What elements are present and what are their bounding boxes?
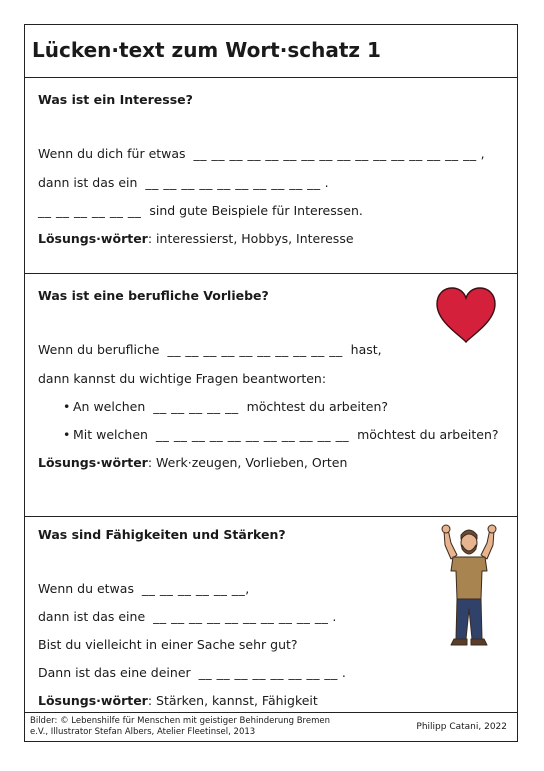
section-heading: Was ist ein Interesse?	[38, 92, 193, 107]
section-heading: Was ist eine berufliche Vorliebe?	[38, 288, 269, 303]
heart-icon	[435, 286, 497, 344]
gap-blank: __ __ __ __ __ __ __ __ __ __	[153, 609, 329, 624]
solution-list: : Stärken, kannst, Fähigkeit	[147, 693, 318, 708]
author-credit: Philipp Catani, 2022	[416, 722, 507, 732]
solution-words	[38, 693, 318, 708]
cloze-line	[38, 581, 249, 596]
cloze-line	[38, 203, 363, 218]
line-text-before: dann ist das eine	[38, 609, 146, 624]
gap-blank: __ __ __ __ __ __ __ __	[198, 665, 338, 680]
section-heading: Was sind Fähigkeiten und Stärken?	[38, 527, 286, 542]
gap-blank: __ __ __ __ __ __	[141, 581, 246, 596]
cloze-line	[38, 146, 485, 161]
solution-label: Lösungs·wörter	[38, 455, 148, 470]
line-text-after: .	[332, 609, 337, 624]
line-text-before: Wenn du dich für etwas	[38, 146, 186, 161]
gap-blank: __ __ __ __ __ __ __ __ __ __	[145, 175, 321, 190]
line-text-before: Wenn du berufliche	[38, 342, 160, 357]
title-row	[25, 25, 517, 78]
cloze-line	[38, 609, 336, 624]
bullet-line	[63, 399, 388, 414]
line-text-after: .	[341, 665, 346, 680]
solution-list: : Werk·zeugen, Vorlieben, Orten	[147, 455, 348, 470]
bullet-line	[63, 427, 499, 442]
solution-words	[38, 455, 347, 470]
line-text-after: möchtest du arbeiten?	[246, 399, 389, 414]
gap-blank: __ __ __ __ __ __ __ __ __ __ __ __ __ __ __ __	[193, 146, 477, 161]
solution-label: Lösungs·wörter	[38, 693, 148, 708]
text-line: dann kannst du wichtige Fragen beantworten:	[38, 371, 327, 386]
line-text-after: hast,	[350, 342, 382, 357]
line-text-after: möchtest du arbeiten?	[357, 427, 499, 442]
line-text-after: .	[324, 175, 329, 190]
gap-blank: __ __ __ __ __	[153, 399, 239, 414]
line-text-after: ,	[245, 581, 250, 596]
worksheet	[24, 24, 518, 742]
line-text-before: dann ist das ein	[38, 175, 138, 190]
gap-blank: __ __ __ __ __ __ __ __ __ __ __	[155, 427, 350, 442]
section-vorliebe	[25, 274, 517, 517]
text-line: Bist du vielleicht in einer Sache sehr gut?	[38, 637, 298, 652]
section-interesse	[25, 78, 517, 274]
gap-blank: __ __ __ __ __ __ __ __ __ __	[167, 342, 343, 357]
solution-label: Lösungs·wörter	[38, 231, 148, 246]
cloze-line	[38, 665, 346, 680]
line-text-after: sind gute Beispiele für Interessen.	[149, 203, 363, 218]
page-title: Lücken·text zum Wort·schatz 1	[32, 38, 381, 62]
bullet-icon: •	[63, 427, 71, 442]
cloze-line	[38, 175, 329, 190]
image-credit: Bilder: © Lebenshilfe für Menschen mit geistiger Behinderung Bremen e.V., Illustrator Stefan Albers, Atelier Fleetinsel, 2013	[30, 716, 330, 737]
line-text-before: Wenn du etwas	[38, 581, 134, 596]
gap-blank: __ __ __ __ __ __	[38, 203, 142, 218]
solution-words	[38, 231, 354, 246]
strong-man-icon	[437, 521, 501, 649]
cloze-line	[38, 342, 382, 357]
line-text-before: Dann ist das eine deiner	[38, 665, 191, 680]
bullet-icon: •	[63, 399, 71, 414]
footer	[25, 713, 517, 743]
line-text-before: An welchen	[73, 399, 146, 414]
line-text-after: ,	[480, 146, 485, 161]
section-faehigkeiten	[25, 517, 517, 713]
solution-list: : interessierst, Hobbys, Interesse	[147, 231, 354, 246]
line-text-before: Mit welchen	[73, 427, 148, 442]
